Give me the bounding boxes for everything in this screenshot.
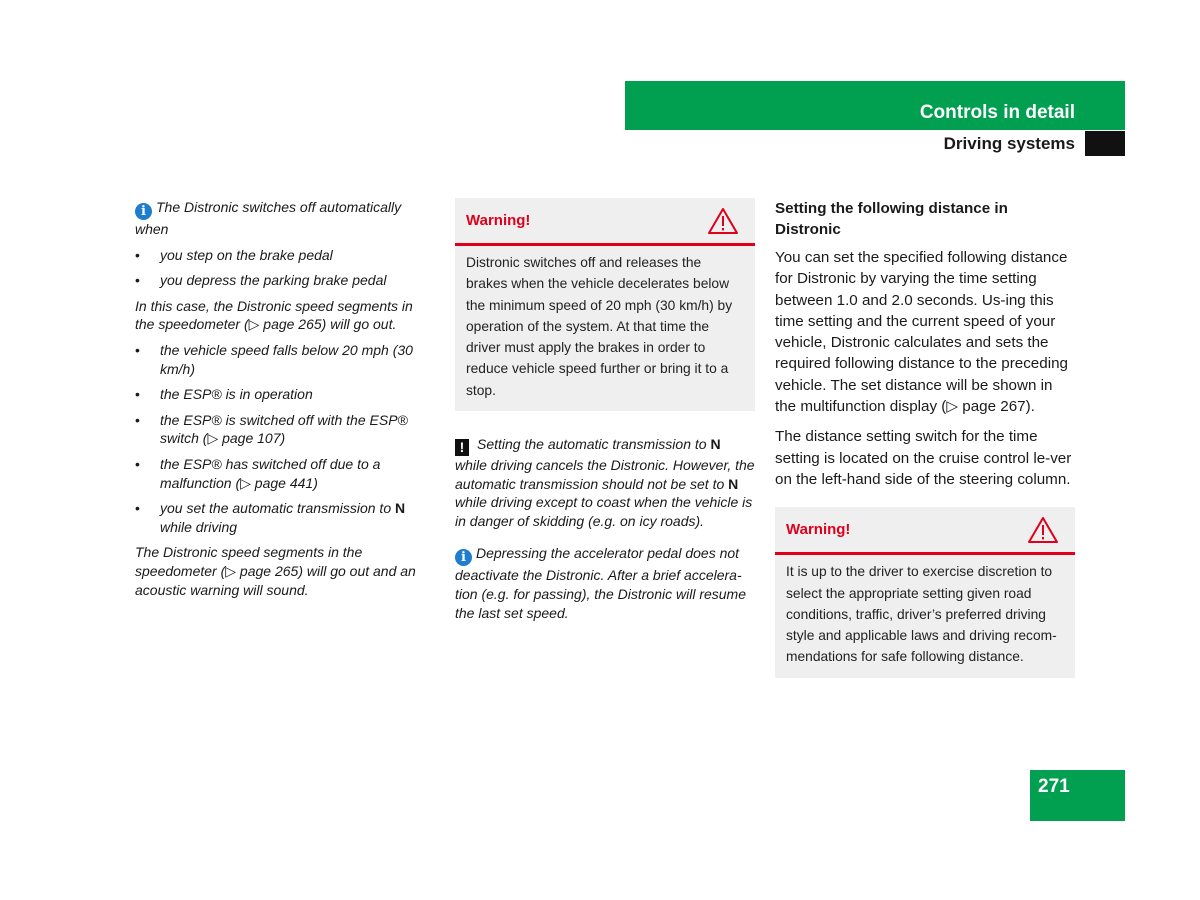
subsection-marker bbox=[1085, 131, 1125, 156]
page-number: 271 bbox=[1030, 770, 1125, 821]
section-title: Controls in detail bbox=[919, 102, 1075, 123]
info-note-text: Depressing the accelerator pedal does not deactivate the Distronic. After a brief accelera-tion (e.g. for passing), the Distronic will resume the last set speed. bbox=[455, 545, 746, 621]
list-item-tail: while driving bbox=[160, 518, 238, 535]
body-paragraph: The distance setting switch for the time setting is located on the cruise control le-ver on the left-hand side of the steering column. bbox=[775, 428, 1072, 488]
subsection-header bbox=[780, 131, 1125, 156]
list-item: • the ESP® has switched off due to a malfunction (▷ page 441) bbox=[135, 455, 435, 492]
list-item: • the ESP® is in operation bbox=[135, 385, 435, 404]
warning-title: Warning! bbox=[786, 521, 851, 539]
list-item: • you step on the brake pedal bbox=[135, 246, 435, 265]
left-column bbox=[135, 198, 435, 606]
info-note-text: The Distronic switches off automatically when bbox=[135, 199, 402, 237]
section-heading: Setting the following distance in Distronic bbox=[775, 200, 1008, 238]
info-note bbox=[135, 198, 435, 239]
warning-text: Distronic switches off and releases the brakes when the vehicle decelerates below the minimum speed of 20 mph (30 km/h) by operation of the system. At that time the driver must apply the brakes in order to reduce vehicle speed further or bring it to a stop. bbox=[466, 255, 733, 398]
system-conditions-list bbox=[135, 341, 435, 536]
gear-n-label: N bbox=[395, 500, 406, 517]
warning-triangle-icon bbox=[707, 207, 739, 235]
middle-column bbox=[455, 198, 755, 629]
warning-title: Warning! bbox=[466, 212, 531, 229]
right-column bbox=[775, 198, 1075, 678]
gear-n-label: N bbox=[710, 436, 721, 453]
list-item: • you depress the parking brake pedal bbox=[135, 271, 435, 290]
caution-note bbox=[455, 435, 755, 530]
warning-box bbox=[455, 198, 755, 411]
list-item: • the vehicle speed falls below 20 mph (30 km/h) bbox=[135, 341, 435, 378]
warning-box bbox=[775, 507, 1075, 677]
caution-text-2: while driving cancels the Distronic. However, the automatic transmission should not be set to bbox=[455, 457, 755, 492]
gear-n-label: N bbox=[728, 475, 739, 492]
warning-triangle-icon bbox=[1027, 516, 1059, 544]
info-icon: i bbox=[135, 203, 152, 220]
acoustic-warning-note: The Distronic speed segments in the speedometer (▷ page 265) will go out and an acoustic warning will sound. bbox=[135, 544, 416, 598]
speed-segments-note: In this case, the Distronic speed segments in the speedometer (▷ page 265) will go out. bbox=[135, 297, 413, 333]
body-paragraph: You can set the specified following distance for Distronic by varying the time setting between 1.0 and 2.0 seconds. Us-ing this time setting and the current speed of your vehicle, Distronic calculates and sets the required following distance to the preceding vehicle. The set distance will be shown in the multifunction display (▷ page 267). bbox=[775, 249, 1068, 416]
caution-text-1: Setting the automatic transmission to bbox=[477, 436, 707, 453]
warning-text: It is up to the driver to exercise discretion to select the appropriate setting given road conditions, traffic, driver’s preferred driving style and applicable laws and driving recom-mendations for safe following distance. bbox=[786, 564, 1057, 665]
subsection-title: Driving systems bbox=[943, 133, 1075, 153]
exclamation-icon: ! bbox=[455, 439, 469, 456]
info-icon: i bbox=[455, 549, 472, 566]
section-header bbox=[625, 81, 1125, 130]
list-item: • the ESP® is switched off with the ESP® switch (▷ page 107) bbox=[135, 411, 435, 448]
caution-text-3: while driving except to coast when the vehicle is in danger of skidding (e.g. on icy roads). bbox=[455, 494, 753, 529]
info-note bbox=[455, 544, 755, 622]
warning-header bbox=[455, 198, 755, 246]
list-item-text: you set the automatic transmission to bbox=[160, 500, 392, 517]
warning-header bbox=[775, 507, 1075, 555]
list-item bbox=[135, 499, 435, 536]
brake-conditions-list bbox=[135, 246, 435, 290]
